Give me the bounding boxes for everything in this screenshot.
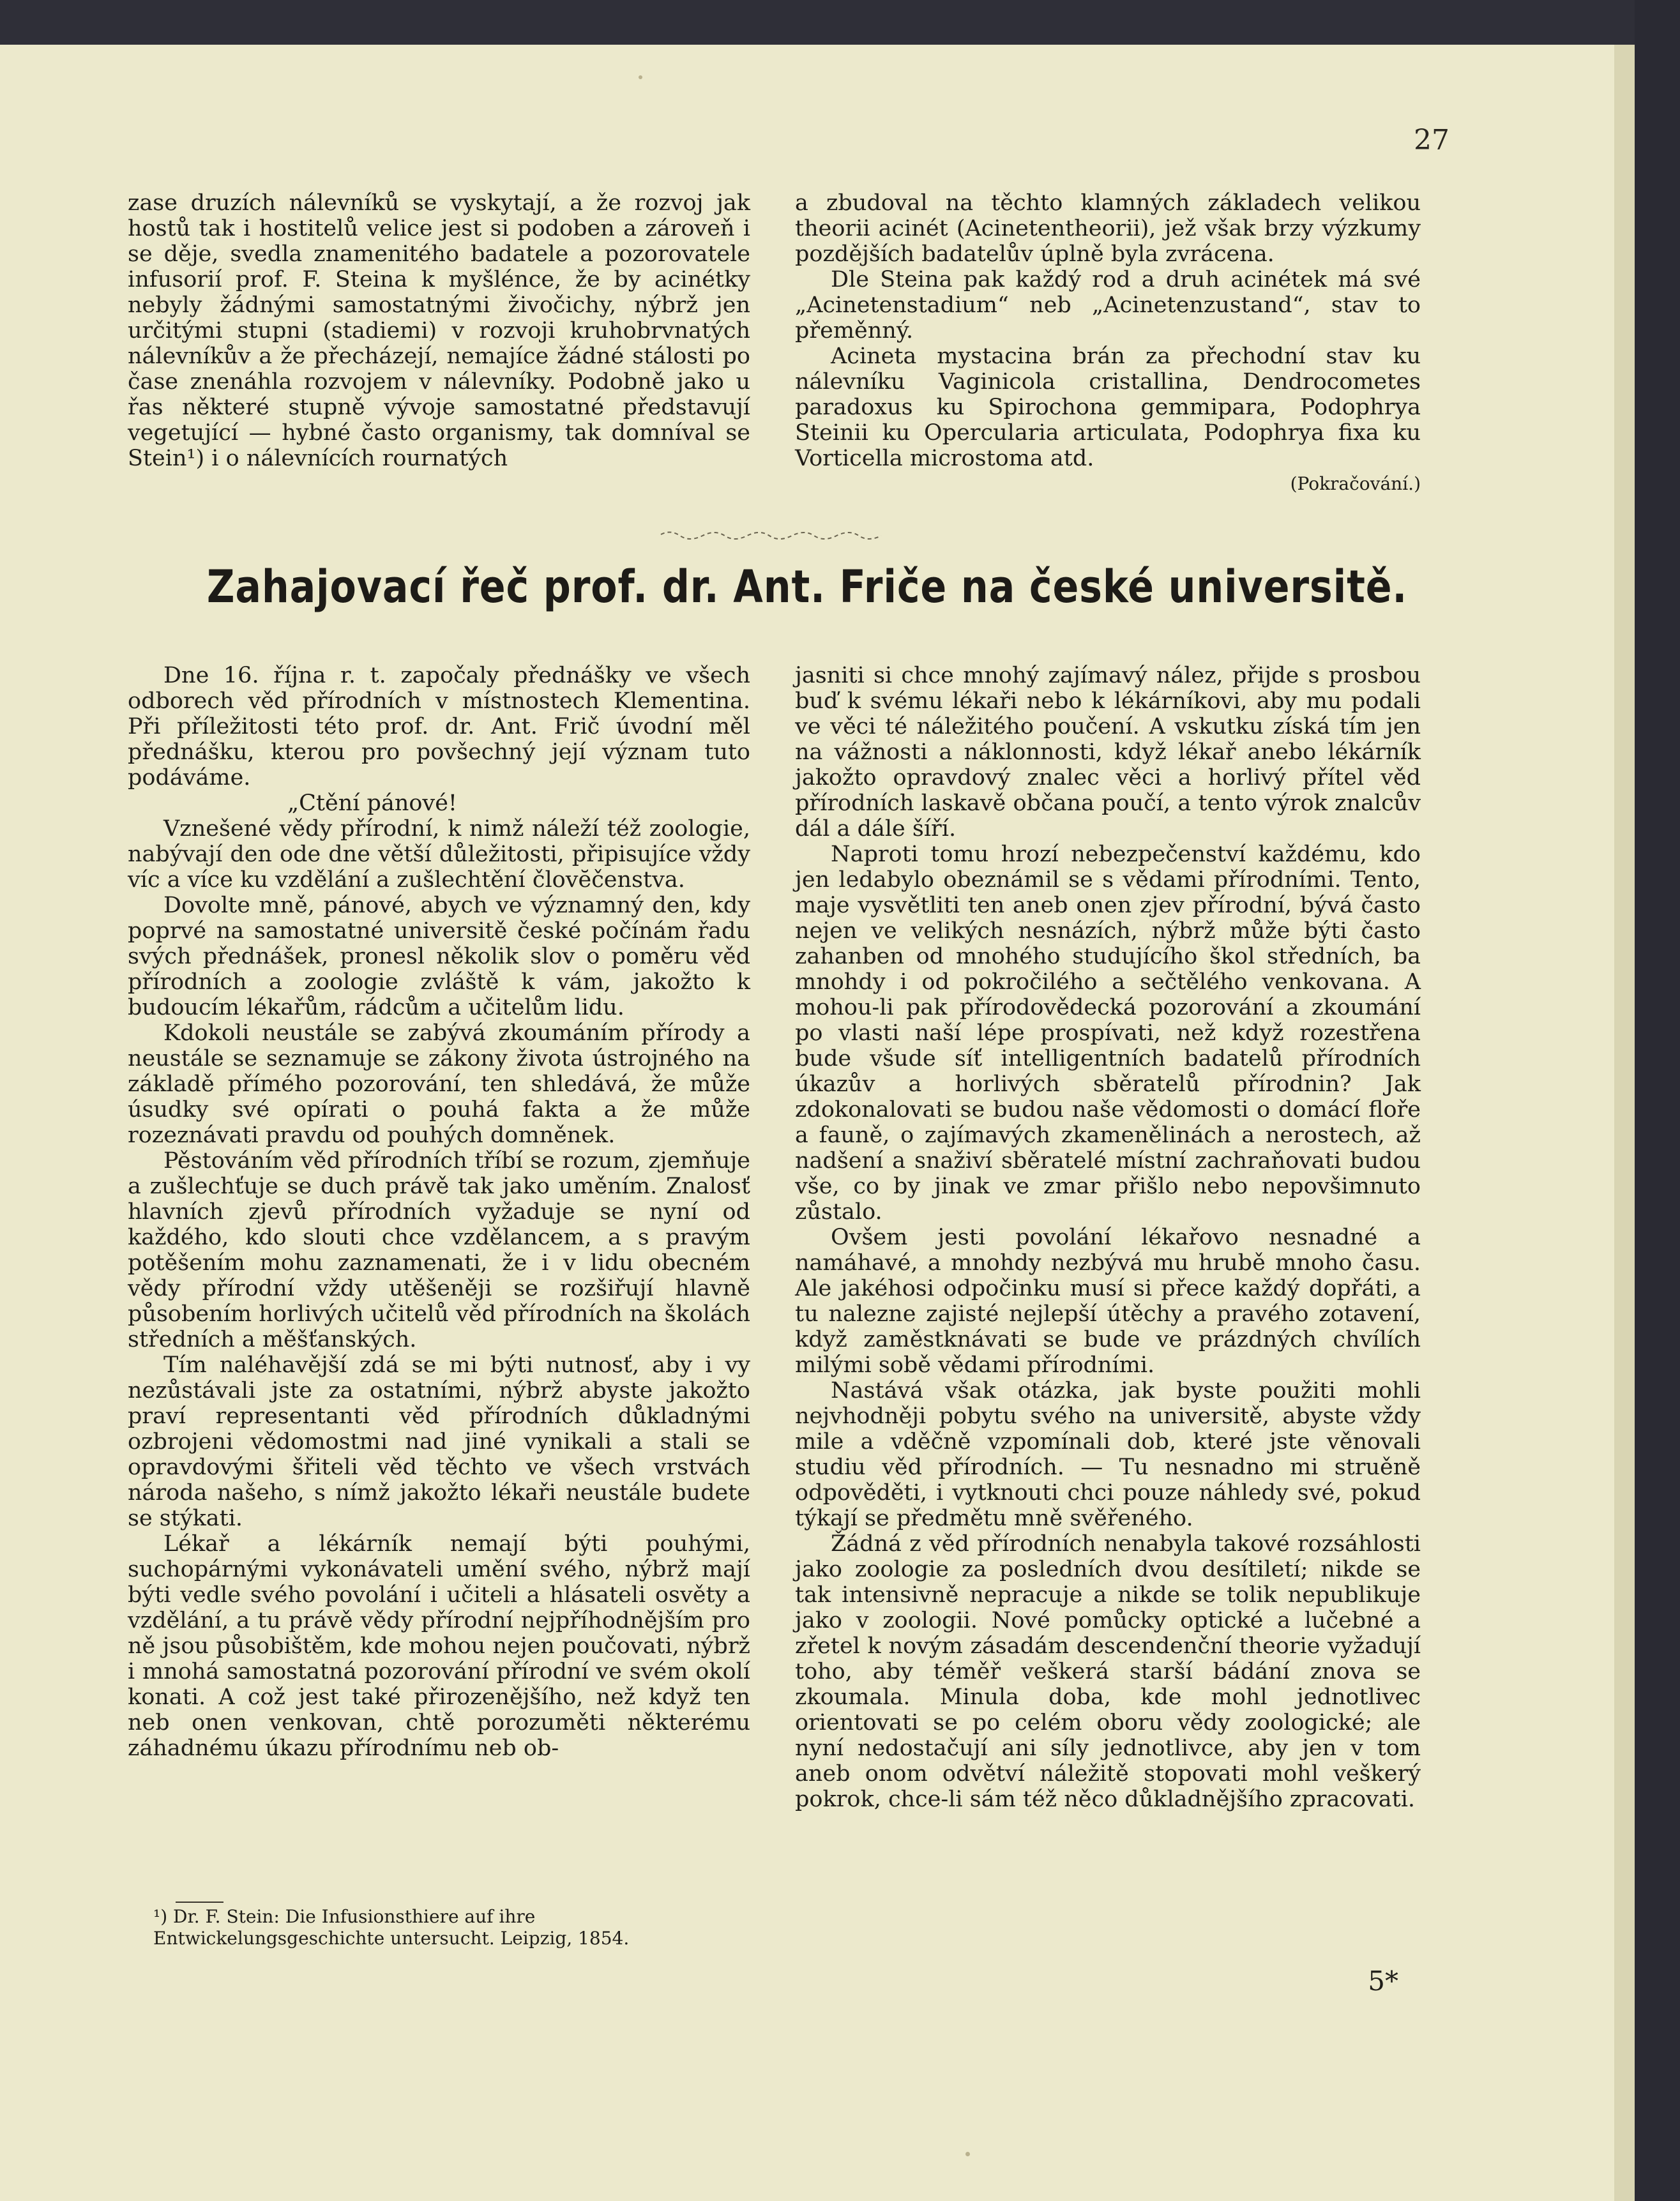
paragraph: Dle Steina pak každý rod a druh acinétek má své „Acinetenstadium“ neb „Acinetenzustand“, stav to přeměnný. bbox=[795, 267, 1421, 344]
paragraph: Dne 16. října r. t. započaly přednášky ve všech odborech věd přírodních v místnostech Klementina. Při příležitosti této prof. dr. Ant. Frič úvodní měl přednášku, kterou pro povšechný její význam tuto podáváme. bbox=[128, 663, 750, 790]
footnote: ¹) Dr. F. Stein: Die Infusionsthiere auf ihre Entwickelungsgeschichte untersucht. Leipzig, 1854. bbox=[153, 1906, 630, 1949]
paper-speck bbox=[965, 2152, 970, 2156]
paragraph: Acineta mystacina brán za přechodní stav ku nálevníku Vaginicola cristallina, Dendrocometes paradoxus ku Spirochona gemmipara, Podophrya Steinii ku Opercularia articulata, Podophrya fixa ku Vorticella microstoma atd. bbox=[795, 344, 1421, 471]
paragraph: Lékař a lékárník nemají býti pouhými, suchopárnými vykonávateli umění svého, nýbrž mají býti vedle svého povolání i učiteli a hlásateli osvěty a vzdělání, a tu právě vědy přírodní nejpříhodnějším pro ně jsou působištěm, kde mohou nejen poučovati, nýbrž i mnohá samostatná pozorování přírodní ve svém okolí konati. A což jest také přirozenějšího, než když ten neb onen venkovan, chtě porozuměti některému záhadnému úkazu přírodnímu neb ob- bbox=[128, 1531, 750, 1761]
separator-ornament bbox=[658, 528, 888, 543]
document-page bbox=[0, 45, 1635, 2201]
paragraph: Ovšem jesti povolání lékařovo nesnadné a namáhavé, a mnohdy nezbývá mu hrubě mnoho času. Ale jakéhosi odpočinku musí si přece každý dopřáti, a tu nalezne zajisté nejlepší útěchy a pravého zotavení, když zaměstknávati se bude ve prázdných chvílích milými sobě vědami přírodními. bbox=[795, 1225, 1421, 1378]
paragraph: Nastává však otázka, jak byste použiti mohli nejvhodněji pobytu svého na universitě, abyste vždy mile a vděčně vzpomínali dob, které jste věnovali studiu věd přírodních. — Tu nesnadno mi struěně odpověděti, i vytknouti chci pouze náhledy své, pokud týkají se předmětu mně svěřeného. bbox=[795, 1378, 1421, 1531]
paragraph: zase druzích nálevníků se vyskytají, a že rozvoj jak hostů tak i hostitelů velice jest si podoben a zároveň i se děje, svedla znamenitého badatele a pozorovatele infusorií prof. F. Steina k myšlénce, že by acinétky nebyly žádnými samostatnými živočichy, nýbrž jen určitými stupni (stadiemi) v rozvoji kruhobrvnatých nálevníkův a že přecházejí, nemajíce žádné stálosti po čase znenáhla rozvojem v nálevníky. Podobně jako u řas některé stupně vývoje samostatné představují vegetující — hybné často organismy, tak domníval se Stein¹) i o nálevnících rournatých bbox=[128, 190, 750, 471]
scan-background-right bbox=[1635, 0, 1680, 2201]
paragraph: Tím naléhavější zdá se mi býti nutnosť, aby i vy nezůstávali jste za ostatními, nýbrž abyste jakožto praví representanti věd přírodních důkladnými ozbrojeni vědomostmi nad jiné vynikali a stali se opravdovými šřiteli věd těchto ve všech vrstvách národa našeho, s nímž jakožto lékaři neustále budete se stýkati. bbox=[128, 1352, 750, 1531]
page-edge bbox=[1614, 45, 1635, 2201]
continued-note: (Pokračování.) bbox=[1290, 473, 1421, 494]
paragraph: Vznešené vědy přírodní, k nimž náleží též zoologie, nabývají den ode dne větší důležitosti, připisujíce vždy víc a více ku vzdělání a zušlechtění človĕčenstva. bbox=[128, 816, 750, 893]
paragraph: a zbudoval na těchto klamných základech velikou theorii acinét (Acinetentheorii), jež však brzy výzkumy pozdějších badatelův úplně byla zvrácena. bbox=[795, 190, 1421, 267]
paragraph: Pěstováním věd přírodních tříbí se rozum, zjemňuje a zušlechťuje se duch právě tak jako uměním. Znalosť hlavních zjevů přírodních vyžaduje se nyní od každého, kdo slouti chce vzdělancem, a s pravým potěšením mohu zaznamenati, že i v lidu obecném vědy přírodní vždy utěšeněji se rozšiřují hlavně působením horlivých učitelů věd přírodních na školách středních a měšťanských. bbox=[128, 1148, 750, 1352]
paragraph: Žádná z věd přírodních nenabyla takové rozsáhlosti jako zoologie za posledních dvou desítiletí; nikde se tak intensivně nepracuje a nikde se tolik nepublikuje jako v zoologii. Nové pomůcky optické a lučebné a zřetel k novým zásadám descendenční theorie vyžadují toho, aby téměř veškerá starší bádání znova se zkoumala. Minula doba, kde mohl jednotlivec orientovati se po celém oboru vědy zoologické; ale nyní nedostačují ani síly jednotlivce, aby jen v tom aneb onom odvětví náležitě stopovati mohl veškerý pokrok, chce-li sám též něco důkladnějšího zpracovati. bbox=[795, 1531, 1421, 1812]
page-number: 27 bbox=[1414, 124, 1449, 156]
column-top-left bbox=[128, 190, 750, 471]
paragraph: jasniti si chce mnohý zajímavý nález, přijde s prosbou buď k svému lékaři nebo k lékárníkovi, aby mu podali ve věci té náležitého poučení. A vskutku získá tím jen na vážnosti a náklonnosti, když lékař anebo lékárník jakožto opravdový znalec věci a horlivý přítel věd přírodních laskavě občana poučí, a tento výrok znalcův dál a dále šíří. bbox=[795, 663, 1421, 842]
paragraph: Naproti tomu hrozí nebezpečenství každému, kdo jen ledabylo obeznámil se s vědami přírodními. Tento, maje vysvětliti ten aneb onen zjev přírodní, bývá často nejen ve velikých nesnázích, nýbrž může býti často zahanben od mnohého studujícího škol středních, ba mnohdy i od pokročilého a sečtělého venkovana. A mohou-li pak přírodovědecká pozorování a zkoumání po vlasti naší lépe prospívati, než když rozestřena bude všude síť intelligentních badatelů přírodních úkazův a horlivých sběratelů přírodnin? Jak zdokonalovati se budou naše vědomosti o domácí floře a fauně, o zajímavých zkamenělinách a nerostech, až nadšení a snaživí sběratelé místní zachraňovati budou vše, co by jinak ve zmar přišlo nebo nepovšimnuto zůstalo. bbox=[795, 842, 1421, 1225]
column-bottom-right bbox=[795, 663, 1421, 1812]
column-bottom-left bbox=[128, 663, 750, 1761]
paragraph: Dovolte mně, pánové, abych ve významný den, kdy poprvé na samostatné universitě české počínám řadu svých přednášek, pronesl několik slov o poměru věd přírodních a zoologie zvláště k vám, jakožto k budoucím lékařům, rádcům a učitelům lidu. bbox=[128, 893, 750, 1020]
footnote-rule bbox=[176, 1902, 223, 1903]
printer-signature-mark: 5* bbox=[1368, 1965, 1398, 1997]
scan-background-top bbox=[0, 0, 1680, 45]
paragraph: Kdokoli neustále se zabývá zkoumáním přírody a neustále se seznamuje se zákony života ústrojného na základě přímého pozorování, ten shledává, že může úsudky své opírati o pouhá fakta a že může rozeznávati pravdu od pouhých domněnek. bbox=[128, 1020, 750, 1148]
article-title: Zahajovací řeč prof. dr. Ant. Friče na české universitě. bbox=[206, 561, 1408, 613]
paper-speck bbox=[639, 75, 642, 79]
column-top-right bbox=[795, 190, 1421, 497]
salutation: „Ctění pánové! bbox=[287, 790, 457, 816]
